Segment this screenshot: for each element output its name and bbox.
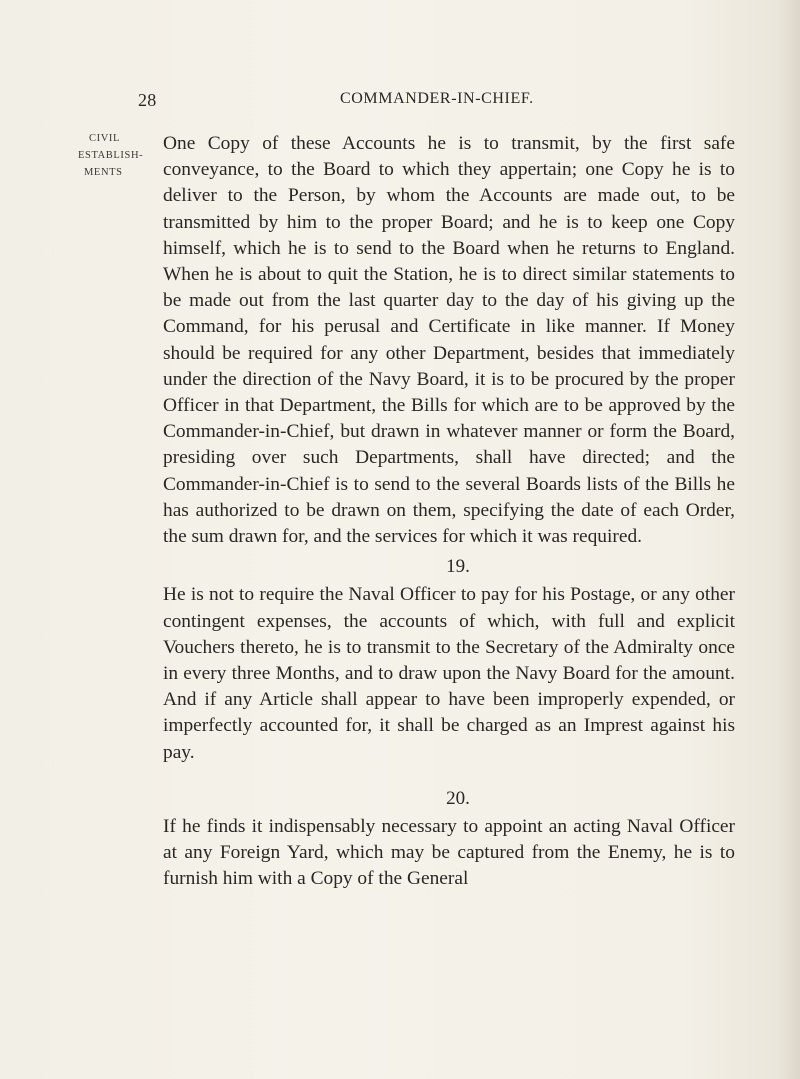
running-head bbox=[138, 90, 738, 116]
margin-note-line: ESTABLISH- bbox=[78, 150, 144, 161]
page-number: 28 bbox=[138, 90, 157, 110]
page-edge-shadow bbox=[778, 0, 800, 1079]
margin-note bbox=[78, 130, 158, 181]
margin-note-line: MENTS bbox=[84, 167, 123, 178]
section-number-19: 19. bbox=[446, 556, 470, 578]
running-title: COMMANDER-IN-CHIEF. bbox=[340, 90, 534, 107]
paragraph-19: He is not to require the Naval Officer to pay for his Postage, or any other contingent expenses, the accounts of which, with full and explicit Vouchers thereto, he is to transmit to the Secretary of the Admiralty once in every three Months, and to draw upon the Navy Board for the amount. And if any Article shall appear to have been improperly expended, or imperfectly accounted for, it shall be charged as an Imprest against his pay. bbox=[163, 584, 735, 763]
margin-note-line: CIVIL bbox=[89, 133, 120, 144]
paragraph-20: If he finds it indispensably necessary to appoint an acting Naval Officer at any Foreign Yard, which may be captured from the Enemy, he is to furnish him with a Copy of the General bbox=[163, 816, 735, 890]
section-number-20: 20. bbox=[446, 787, 470, 809]
body-text bbox=[163, 131, 735, 893]
paragraph-continued: One Copy of these Accounts he is to transmit, by the first safe conveyance, to the Board to which they appertain; one Copy he is to deliver to the Person, by whom the Accounts are made out, to be transmitted by him to the proper Board; and he is to keep one Copy himself, which he is to send to the Board when he returns to England. When he is about to quit the Station, he is to direct similar statements to be made out from the last quarter day to the day of his giving up the Command, for his perusal and Certificate in like manner. If Money should be required for any other Department, besides that immediately under the direction of the Navy Board, it is to be procured by the proper Officer in that Department, the Bills for which are to be approved by the Commander-in-Chief, but drawn in whatever manner or form the Board, presiding over such Departments, shall have directed; and the Commander-in-Chief is to send to the several Boards lists of the Bills he has authorized to be drawn on them, specifying the date of each Order, the sum drawn for, and the services for which it was required. bbox=[163, 133, 735, 548]
